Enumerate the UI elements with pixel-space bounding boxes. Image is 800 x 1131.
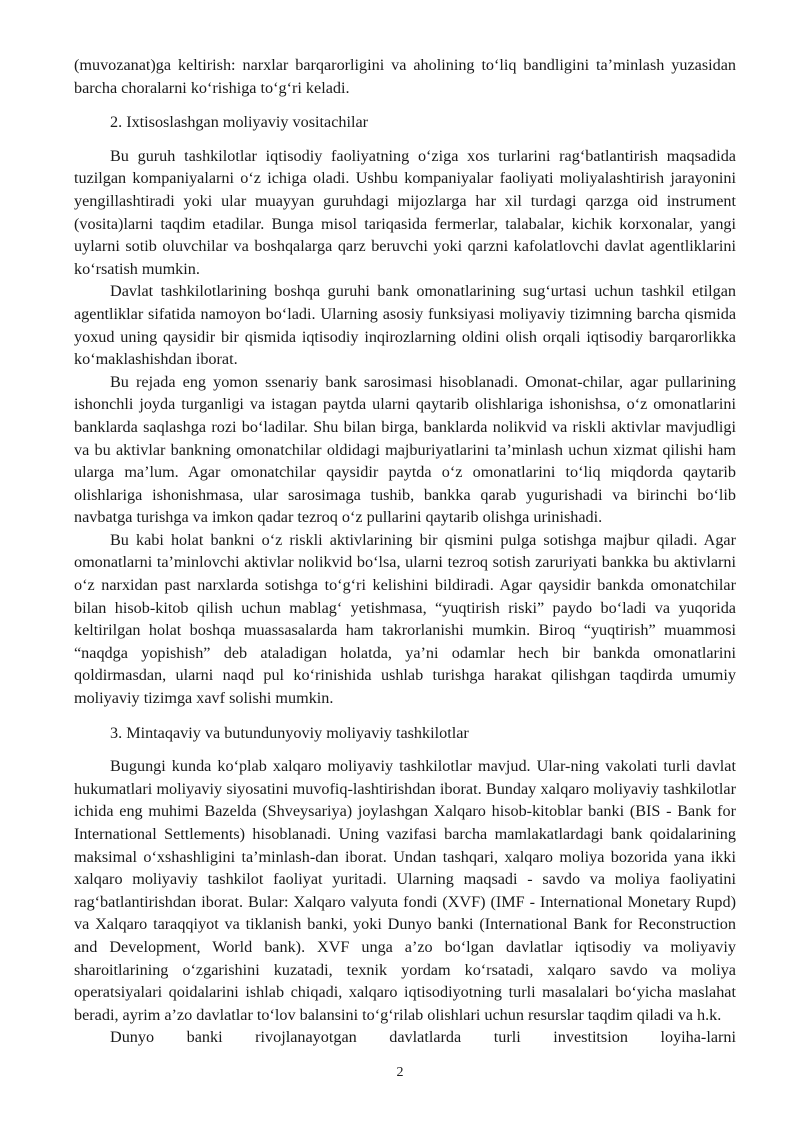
paragraph: Davlat tashkilotlarining boshqa guruhi bank omonatlarining sug‘urtasi uchun tashkil etilgan agentliklar sifatida namoyon bo‘ladi. Ularning asosiy funksiyasi moliyaviy tizimning barcha qismida yoxud uning qaysidir bir qismida iqtisodiy inqirozlarning oldini olish orqali iqtisodiy barqarorlikka ko‘maklashishdan iborat. [74, 282, 736, 369]
continuation-paragraph: (muvozanat)ga keltirish: narxlar barqarorligini va aholining to‘liq bandligini ta’minlash yuzasidan barcha choralarni ko‘rishiga to‘g‘ri keladi. [74, 56, 736, 97]
section-heading-2: 2. Ixtisoslashgan moliyaviy vositachilar [110, 113, 369, 132]
page-number: 2 [396, 1065, 404, 1080]
paragraph: Bu kabi holat bankni o‘z riskli aktivlarining bir qismini pulga sotishga majbur qiladi. Agar omonatlarni ta’minlovchi aktivlar nolikvid bo‘lsa, ularni tezroq sotish zaruriyati bankka bu aktivlarni o‘z narxidan past narxlarda sotishga to‘g‘ri kelishini bildiradi. Agar qaysidir bankda omonatchilar bilan hisob-kitob qilish uchun mablag‘ yetishmasa, “yuqtirish riski” paydo bo‘ladi va yuqorida keltirilgan holat boshqa muassasalarda ham takrorlanishi mumkin. Biroq “yuqtirish” muammosi “naqdga yopishish” deb ataladigan holatda, ya’ni odamlar hech bir bankda omonatlarini qoldirmasdan, ularni naqd pul ko‘rinishida ushlab turishga harakat qilishgan taqdirda umumiy moliyaviy tizimga xavf solishi mumkin. [74, 530, 736, 708]
section-heading-3: 3. Mintaqaviy va butundunyoviy moliyaviy tashkilotlar [110, 723, 469, 742]
paragraph: Bugungi kunda ko‘plab xalqaro moliyaviy tashkilotlar mavjud. Ular-ning vakolati turli davlat hukumatlari moliyaviy siyosatini muvofiq-lashtirishdan iborat. Bunday xalqaro moliyaviy tashkilotlar ichida eng muhimi Bazelda (Shveysariya) joylashgan Xalqaro hisob-kitoblar banki (BIS - Bank for International Settlements) hisoblanadi. Uning vazifasi barcha mamlakatlardagi bank qoidalarining maksimal o‘xshashligini ta’minlash-dan iborat. Undan tashqari, xalqaro moliya bozorida yana ikki xalqaro moliyaviy tashkilot faoliyat yuritadi. Ularning maqsadi - savdo va moliya faoliyatini rag‘batlantirishdan iborat. Bular: Xalqaro valyuta fondi (XVF) (IMF - International Monetary Rupd) va Xalqaro taraqqiyot va tiklanish banki, yoki Dunyo banki (International Bank for Reconstruction and Development, World bank). XVF unga a’zo bo‘lgan davlatlar iqtisodiy va moliyaviy sharoitlarining o‘zgarishini kuzatadi, texnik yordam ko‘rsatadi, xalqaro savdo va moliya operatsiyalari qoidalarini ishlab chiqadi, xalqaro iqtisodiyotning turli masalalari bo‘yicha maslahat beradi, ayrim a’zo davlatlar to‘lov balansini to‘g‘rilab olishlari uchun resurslar taqdim qiladi va h.k. [74, 757, 736, 1024]
document-page [74, 54, 736, 1049]
paragraph: Bu rejada eng yomon ssenariy bank sarosimasi hisoblanadi. Omonat-chilar, agar pullarining ishonchli joyda turganligi va istagan paytda ularni qaytarib olishlariga ishonishsa, o‘z omonatlarini banklarda saqlashga rozi bo‘ladilar. Shu bilan birga, banklarda nolikvid va riskli aktivlar mavjudligi va bu aktivlar bankning omonatchilar oldidagi majburiyatlarini ta’minlash uchun xizmat qilishi ham ularga ma’lum. Agar omonatchilar qaysidir paytda o‘z omonatlarini to‘liq miqdorda qaytarib olishlariga ishonishmasa, ular sarosimaga tushib, bankka qarab yugurishadi va birinchi bo‘lib navbatga turishga va imkon qadar tezroq o‘z pullarini qaytarib olishga urinishadi. [74, 372, 736, 527]
paragraph: Bu guruh tashkilotlar iqtisodiy faoliyatning o‘ziga xos turlarini rag‘batlantirish maqsadida tuzilgan kompaniyalarni o‘z ichiga oladi. Ushbu kompaniyalar faoliyati moliyalashtirish jarayonini yengillashtiradi yoki ular muayyan guruhdagi mijozlarga har xil turdagi qarzga oid instrument (vosita)larni taqdim etadilar. Bunga misol tariqasida fermerlar, talabalar, kichik korxonalar, yangi uylarni sotib oluvchilar va boshqalarga qarz beruvchi yoki qarzni kafolatlovchi davlat agentliklarini ko‘rsatish mumkin. [74, 146, 736, 278]
paragraph: Dunyo banki rivojlanayotgan davlatlarda turli investitsion loyiha-larni [110, 1028, 736, 1047]
